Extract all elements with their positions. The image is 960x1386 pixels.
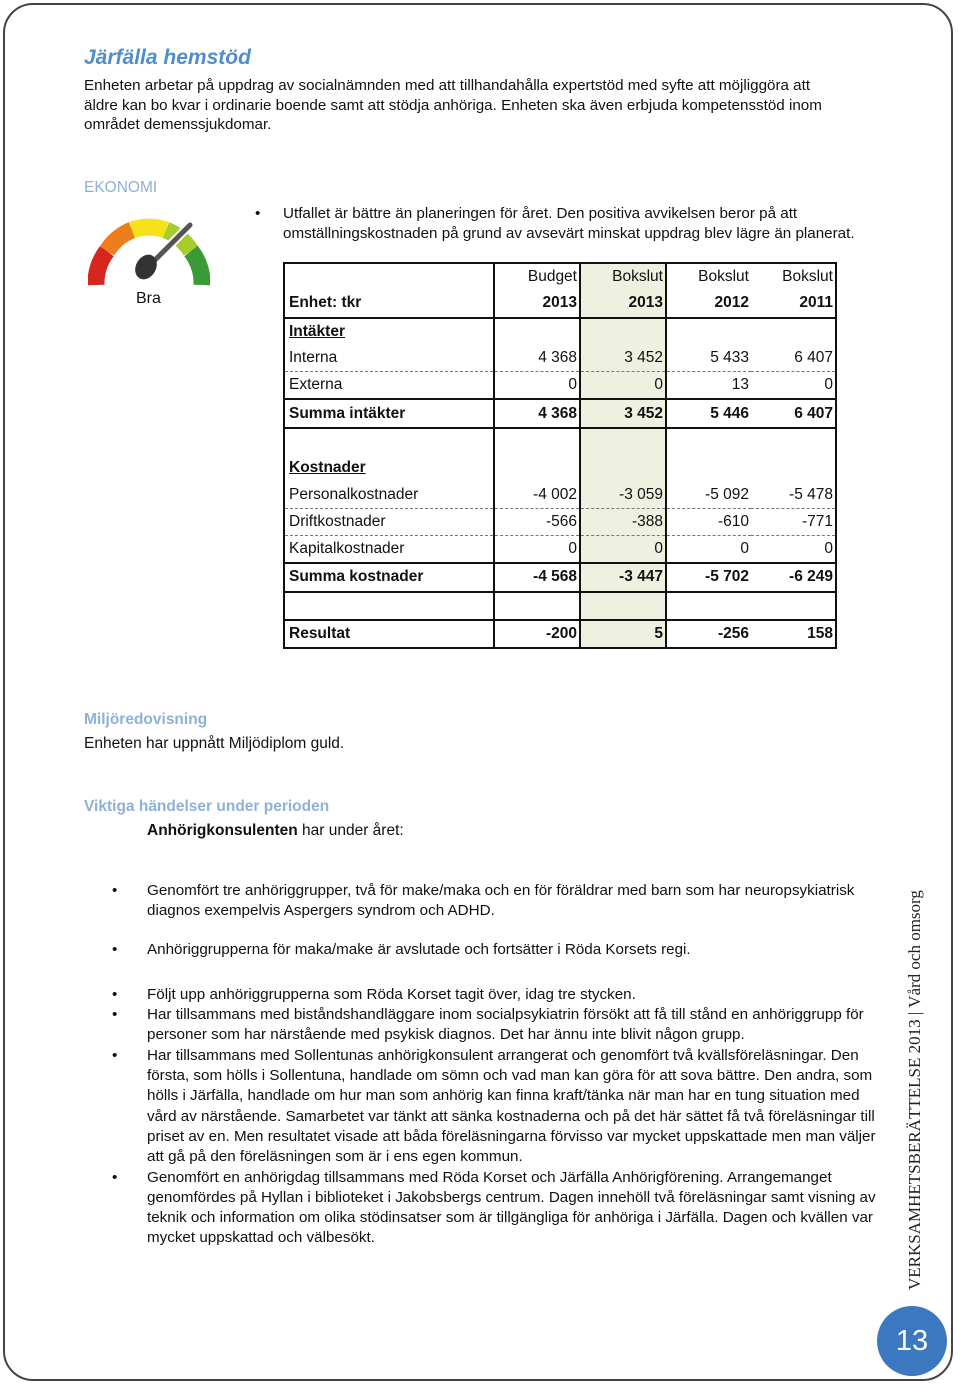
table-cell: Bokslut [666, 263, 751, 290]
table-spacer-row [284, 428, 836, 455]
handelser-list [112, 881, 882, 1249]
table-row [284, 563, 836, 591]
table-cell: Enhet: tkr [284, 290, 494, 317]
handelser-heading: Viktiga händelser under perioden [84, 798, 330, 815]
table-cell: -388 [580, 508, 666, 535]
miljo-heading: Miljöredovisning [84, 711, 208, 728]
gauge-label: Bra [136, 290, 161, 307]
page-number: 13 [877, 1306, 947, 1376]
table-cell: -5 702 [666, 563, 751, 591]
table-cell: -3 059 [580, 481, 666, 508]
table-row [284, 318, 836, 345]
unit-description: Enheten arbetar på uppdrag av socialnämnden med att tillhandahålla expertstöd med syfte att möjliggöra att äldre kan bo kvar i ordinarie boende samt att stödja anhöriga. Enheten ska även erbjuda kompetensstöd inom området demenssjukdomar. [84, 77, 822, 133]
table-cell: 6 407 [751, 345, 836, 372]
financial-table [283, 262, 837, 649]
list-item: • Anhöriggrupperna för maka/make är avslutade och fortsätter i Röda Korsets regi. [112, 940, 691, 958]
table-cell: 4 368 [494, 399, 580, 427]
table-cell: Driftkostnader [284, 508, 494, 535]
table-cell: 2013 [580, 290, 666, 317]
table-cell: Externa [284, 372, 494, 400]
list-item: • Har tillsammans med biståndshandläggare inom socialpsykiatrin försökt att få till stånd en anhöriggrupp för personer som har närstående med psykisk diagnos. Det har ännu inte blivit någon grupp. [112, 1006, 864, 1044]
table-cell: -6 249 [751, 563, 836, 591]
table-spacer-row [284, 592, 836, 620]
table-row [284, 455, 836, 481]
table-row [284, 481, 836, 508]
list-item: • Genomfört tre anhöriggrupper, två för make/maka och en för föräldrar med barn som har neuropsykiatrisk diagnos exempelvis Aspergers syndrom och ADHD. [112, 882, 855, 920]
handelser-intro-bold: Anhörigkonsulenten [147, 822, 298, 839]
table-cell: Summa intäkter [284, 399, 494, 427]
table-cell: 13 [731, 376, 749, 394]
table-cell: 2011 [751, 290, 836, 317]
table-row [284, 508, 836, 535]
table-cell: -610 [666, 508, 751, 535]
table-section-label: Intäkter [284, 318, 494, 345]
list-item: • Genomfört en anhörigdag tillsammans med Röda Korset och Järfälla Anhörigförening. Arrangemanget genomfördes på Hyllan i biblioteket i Jakobsbergs centrum. Dagen innehöll två föreläsningar samt visning av teknik och information om olika stödinsatser som är tillgängliga för anhöriga i Järfälla. Dagen och kvällen var mycket uppskattad och välbesökt. [112, 1168, 876, 1247]
table-cell: 0 [494, 535, 580, 563]
unit-title: Järfälla hemstöd [84, 46, 251, 69]
footer-vertical-text: VERKSAMHETSBERÄTTELSE 2013 | Vård och omsorg [905, 890, 924, 1290]
table-cell: -771 [751, 508, 836, 535]
table-cell: Bokslut [751, 263, 836, 290]
table-cell: -256 [666, 620, 751, 648]
table-cell: 0 [740, 540, 749, 558]
table-cell: Kapitalkostnader [284, 535, 494, 563]
ekonomi-heading: EKONOMI [84, 179, 158, 196]
table-cell: 0 [751, 372, 836, 400]
table-section-label: Kostnader [284, 455, 494, 481]
table-cell: Resultat [284, 620, 494, 648]
table-cell: 3 452 [580, 345, 666, 372]
table-cell: -4 002 [494, 481, 580, 508]
table-cell: 0 [751, 535, 836, 563]
list-item: • Har tillsammans med Sollentunas anhörigkonsulent arrangerat och genomfört två kvällsföreläsningar. Den första, som hölls i Sollentuna, handlade om sömn och vad man kan göra för att sova bättre. Den andra, som hölls i Järfälla, handlade om hur man som anhörig kan finna kraft/tänka när man har en tung situation med vård av närstående. Samarbetet var tänkt att sänka kostnaderna och på det här sättet få två föreläsningar till priset av en. Men resultatet visade att båda föreläsningarna förvisso var mycket uppskattade men man väljer att gå på den föreläsningen som är i ens egen kommun. [112, 1046, 876, 1166]
handelser-intro [147, 822, 404, 840]
table-cell: 2012 [666, 290, 751, 317]
table-cell: 5 433 [666, 345, 751, 372]
table-cell: 5 [580, 620, 666, 648]
table-header-row [284, 263, 836, 290]
table-cell: 158 [751, 620, 836, 648]
table-row [284, 399, 836, 427]
table-cell: -566 [494, 508, 580, 535]
table-row [284, 535, 836, 563]
list-item: • Följt upp anhöriggrupperna som Röda Korset tagit över, idag tre stycken. [112, 985, 636, 1003]
table-row [284, 372, 836, 400]
table-cell: 3 452 [580, 399, 666, 427]
table-cell [284, 263, 494, 290]
handelser-intro-rest: har under året: [297, 822, 404, 839]
bullet-dot: • [255, 205, 261, 222]
table-cell: 2013 [494, 290, 580, 317]
table-cell: Summa kostnader [284, 563, 494, 591]
table-cell: -200 [494, 620, 580, 648]
ekonomi-bullet-text: Utfallet är bättre än planeringen för året. Den positiva avvikelsen beror på att omställningskostnaden på grund av avsevärt minskat uppdrag blev lägre än planerat. [283, 205, 855, 242]
table-cell: -5 478 [751, 481, 836, 508]
table-cell: Interna [284, 345, 494, 372]
table-cell: -3 447 [580, 563, 666, 591]
table-cell: Personalkostnader [284, 481, 494, 508]
table-header-row [284, 290, 836, 317]
table-cell: Bokslut [580, 263, 666, 290]
table-cell: -4 568 [494, 563, 580, 591]
table-cell: Budget [494, 263, 580, 290]
table-row [284, 620, 836, 648]
table-cell: 0 [580, 372, 666, 400]
miljo-text: Enheten har uppnått Miljödiplom guld. [84, 735, 345, 752]
table-row [284, 345, 836, 372]
table-cell: 5 446 [666, 399, 751, 427]
table-cell: 4 368 [494, 345, 580, 372]
table-cell: -5 092 [666, 481, 751, 508]
table-cell: 6 407 [751, 399, 836, 427]
table-cell: 0 [580, 535, 666, 563]
table-cell: 0 [494, 372, 580, 400]
gauge-icon [88, 203, 210, 295]
